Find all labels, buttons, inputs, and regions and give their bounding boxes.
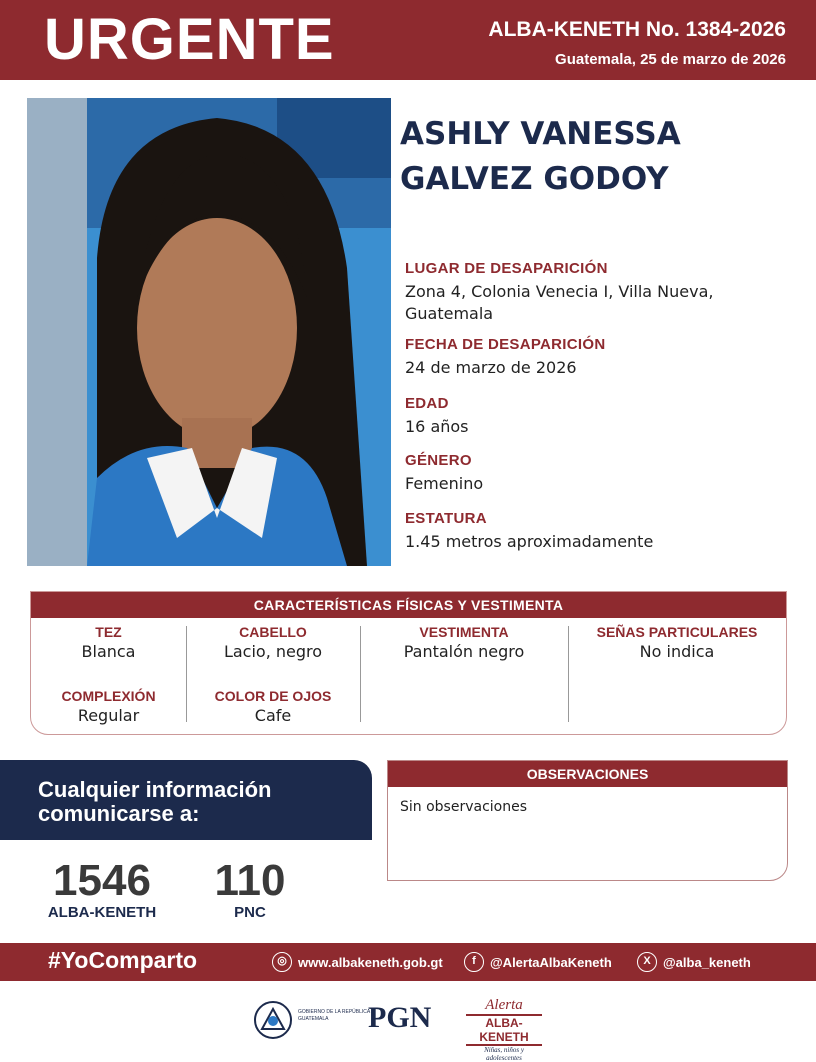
missing-person-photo (27, 98, 391, 566)
observations-box (387, 760, 788, 881)
detail-gender (405, 452, 795, 495)
detail-value: 16 años (405, 417, 469, 436)
detail-value: Zona 4, Colonia Venecia I, Villa Nueva, Guatemala (405, 282, 714, 323)
char-cabello (186, 624, 360, 661)
characteristics-box (30, 591, 787, 735)
globe-icon: ◎ (272, 952, 292, 972)
website-text: www.albakeneth.gob.gt (298, 954, 443, 970)
phone-number: 110 (214, 856, 286, 905)
alerta-logo-bottom: Niñas, niños y adolescentes (484, 1046, 524, 1062)
x-link[interactable] (637, 952, 751, 972)
detail-value: Femenino (405, 474, 484, 493)
phone-number: 1546 (53, 856, 151, 905)
detail-label: GÉNERO (405, 452, 472, 469)
characteristics-title: CARACTERÍSTICAS FÍSICAS Y VESTIMENTA (31, 592, 786, 618)
char-label: VESTIMENTA (419, 624, 509, 640)
char-tez (31, 624, 186, 661)
government-logo-text (298, 1009, 370, 1023)
column-divider (568, 626, 569, 722)
detail-label: LUGAR DE DESAPARICIÓN (405, 260, 608, 277)
char-value: Cafe (254, 706, 292, 725)
detail-location (405, 260, 795, 325)
detail-age (405, 395, 795, 438)
facebook-link[interactable] (464, 952, 612, 972)
detail-label: ESTATURA (405, 510, 487, 527)
contact-text (38, 778, 271, 826)
char-label: CABELLO (239, 624, 307, 640)
observations-title: OBSERVACIONES (388, 761, 787, 787)
char-color-ojos (186, 688, 360, 725)
facebook-icon: f (464, 952, 484, 972)
phone-label: ALBA-KENETH (47, 904, 157, 921)
char-label: COMPLEXIÓN (61, 688, 156, 704)
hashtag: #YoComparto (48, 947, 198, 973)
footer-bar (0, 943, 816, 981)
contact-text-line1: Cualquier información (38, 777, 272, 802)
observations-text: Sin observaciones (400, 799, 528, 815)
person-name-line1: ASHLY VANESSA (400, 116, 681, 152)
detail-date (405, 336, 795, 379)
facebook-text: @AlertaAlbaKeneth (490, 954, 612, 970)
char-label: TEZ (95, 624, 122, 640)
char-label: COLOR DE OJOS (214, 688, 332, 704)
guatemala-coat-of-arms-logo (252, 999, 294, 1041)
detail-value: 24 de marzo de 2026 (405, 358, 577, 377)
phone-pnc[interactable] (206, 858, 294, 921)
urgent-title: URGENTE (44, 7, 335, 72)
char-value: Blanca (81, 642, 136, 661)
char-value: No indica (639, 642, 715, 661)
detail-label: EDAD (405, 395, 449, 412)
detail-value: 1.45 metros aproximadamente (405, 532, 654, 551)
contact-banner (0, 760, 372, 840)
gov-line2: GUATEMALA (298, 1016, 329, 1022)
website-link[interactable] (272, 952, 443, 972)
char-value: Pantalón negro (403, 642, 525, 661)
pgn-logo: PGN (368, 1001, 432, 1034)
portrait-image (27, 98, 391, 566)
char-senas (568, 624, 786, 661)
gov-line1: GOBIERNO DE LA REPÚBLICA (298, 1009, 371, 1015)
person-name (400, 112, 800, 202)
detail-height (405, 510, 795, 553)
alerta-logo-top: Alerta (485, 997, 523, 1013)
phone-label: PNC (234, 904, 266, 921)
alerta-logo-mid: ALBA-KENETH (466, 1014, 542, 1046)
header-banner (0, 0, 816, 80)
column-divider (186, 626, 187, 722)
char-complexion (31, 688, 186, 725)
logos-row (0, 995, 816, 1062)
alert-number: ALBA-KENETH No. 1384-2026 (488, 18, 786, 41)
x-text: @alba_keneth (663, 954, 751, 970)
detail-label: FECHA DE DESAPARICIÓN (405, 336, 606, 353)
column-divider (360, 626, 361, 722)
char-label: SEÑAS PARTICULARES (596, 624, 758, 640)
char-vestimenta (360, 624, 568, 661)
x-icon: X (637, 952, 657, 972)
char-value: Regular (77, 706, 140, 725)
char-value: Lacio, negro (223, 642, 323, 661)
alerta-alba-keneth-logo (466, 997, 542, 1062)
contact-text-line2: comunicarse a: (38, 801, 200, 826)
phone-alba-keneth[interactable] (40, 858, 164, 921)
person-name-line2: GALVEZ GODOY (400, 161, 669, 197)
alert-date: Guatemala, 25 de marzo de 2026 (555, 51, 786, 68)
